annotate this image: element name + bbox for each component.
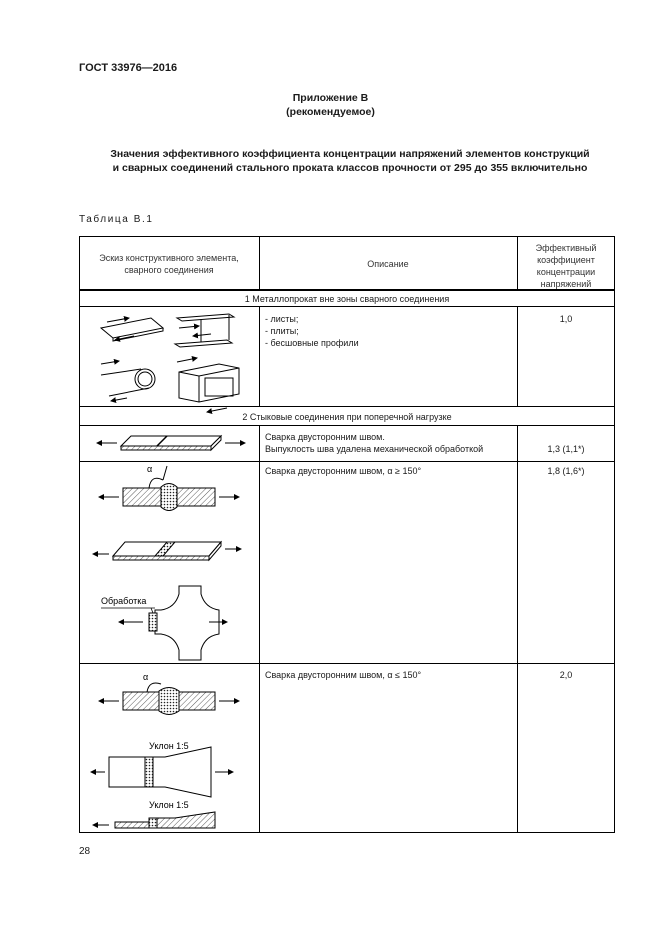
row3-alpha-label: α bbox=[147, 464, 153, 474]
butt-section-sketch-2 bbox=[99, 683, 239, 715]
row4-alpha-label: α bbox=[143, 672, 149, 682]
col-sep-1-rows bbox=[259, 425, 260, 833]
section2-title: 2 Стыковые соединения при поперечной нагрузке bbox=[242, 412, 452, 422]
row1-desc-line1: - листы; bbox=[265, 314, 299, 324]
thickness-transition-sketch bbox=[93, 812, 215, 828]
document-title-line1: Значения эффективного коэффициента концентрации напряжений элементов конструкций bbox=[110, 148, 590, 160]
tapered-transition-sketch bbox=[91, 747, 233, 797]
sketches-column bbox=[79, 236, 259, 833]
row1-desc-line3: - бесшовные профили bbox=[265, 338, 359, 348]
row4-slope1-label: Уклон 1:5 bbox=[149, 741, 189, 751]
header-coef-line1: Эффективный bbox=[535, 243, 597, 253]
ibeam-sketch bbox=[175, 314, 234, 347]
header-coef-line3: концентрации bbox=[536, 267, 596, 277]
header-description: Описание bbox=[367, 259, 409, 269]
header-coefficient bbox=[517, 242, 615, 290]
header-coef-line4: напряжений bbox=[540, 279, 592, 289]
col-sep-1-row1 bbox=[259, 306, 260, 406]
row3-value: 1,8 (1,6*) bbox=[547, 466, 585, 476]
appendix-heading bbox=[0, 91, 661, 119]
row2-description bbox=[265, 431, 483, 455]
row1-description bbox=[265, 313, 359, 349]
row2-desc-line2: Выпуклость шва удалена механической обработкой bbox=[265, 444, 484, 454]
row2-value: 1,3 (1,1*) bbox=[547, 444, 585, 454]
row3-description: Сварка двусторонним швом, α ≥ 150° bbox=[265, 466, 422, 476]
document-title-line2: и сварных соединений стального проката классов прочности от 295 до 355 включительно bbox=[112, 162, 588, 174]
header-sketch-line1: Эскиз конструктивного элемента, bbox=[99, 253, 239, 263]
table-border-right bbox=[614, 236, 615, 833]
tube-sketch bbox=[101, 361, 155, 401]
header-coef-line2: коэффициент bbox=[537, 255, 595, 265]
row2-desc-line1: Сварка двусторонним швом. bbox=[265, 432, 385, 442]
document-title bbox=[60, 147, 640, 175]
col-sep-2-rows bbox=[517, 425, 518, 833]
row4-description: Сварка двусторонним швом, α ≤ 150° bbox=[265, 670, 422, 680]
data-table bbox=[79, 236, 615, 833]
table-caption: Таблица В.1 bbox=[79, 214, 154, 225]
row4-value: 2,0 bbox=[559, 670, 573, 680]
box-sketch bbox=[177, 358, 239, 412]
row1-value: 1,0 bbox=[559, 314, 573, 324]
row3-machining-label: Обработка bbox=[101, 596, 147, 606]
plate-sketch bbox=[101, 318, 163, 341]
page-number: 28 bbox=[79, 846, 91, 857]
row1-desc-line2: - плиты; bbox=[265, 326, 299, 336]
butt-plate-sketch bbox=[97, 436, 245, 450]
row4-slope2-label: Уклон 1:5 bbox=[149, 800, 189, 810]
standard-header: ГОСТ 33976—2016 bbox=[79, 62, 178, 74]
section1-title: 1 Металлопрокат вне зоны сварного соединения bbox=[244, 294, 450, 304]
appendix-subtitle: (рекомендуемое) bbox=[286, 106, 375, 118]
appendix-title: Приложение В bbox=[292, 92, 369, 104]
header-sketch-line2: сварного соединения bbox=[124, 265, 214, 275]
welded-plate-sketch bbox=[93, 542, 241, 560]
butt-section-sketch bbox=[99, 466, 239, 511]
